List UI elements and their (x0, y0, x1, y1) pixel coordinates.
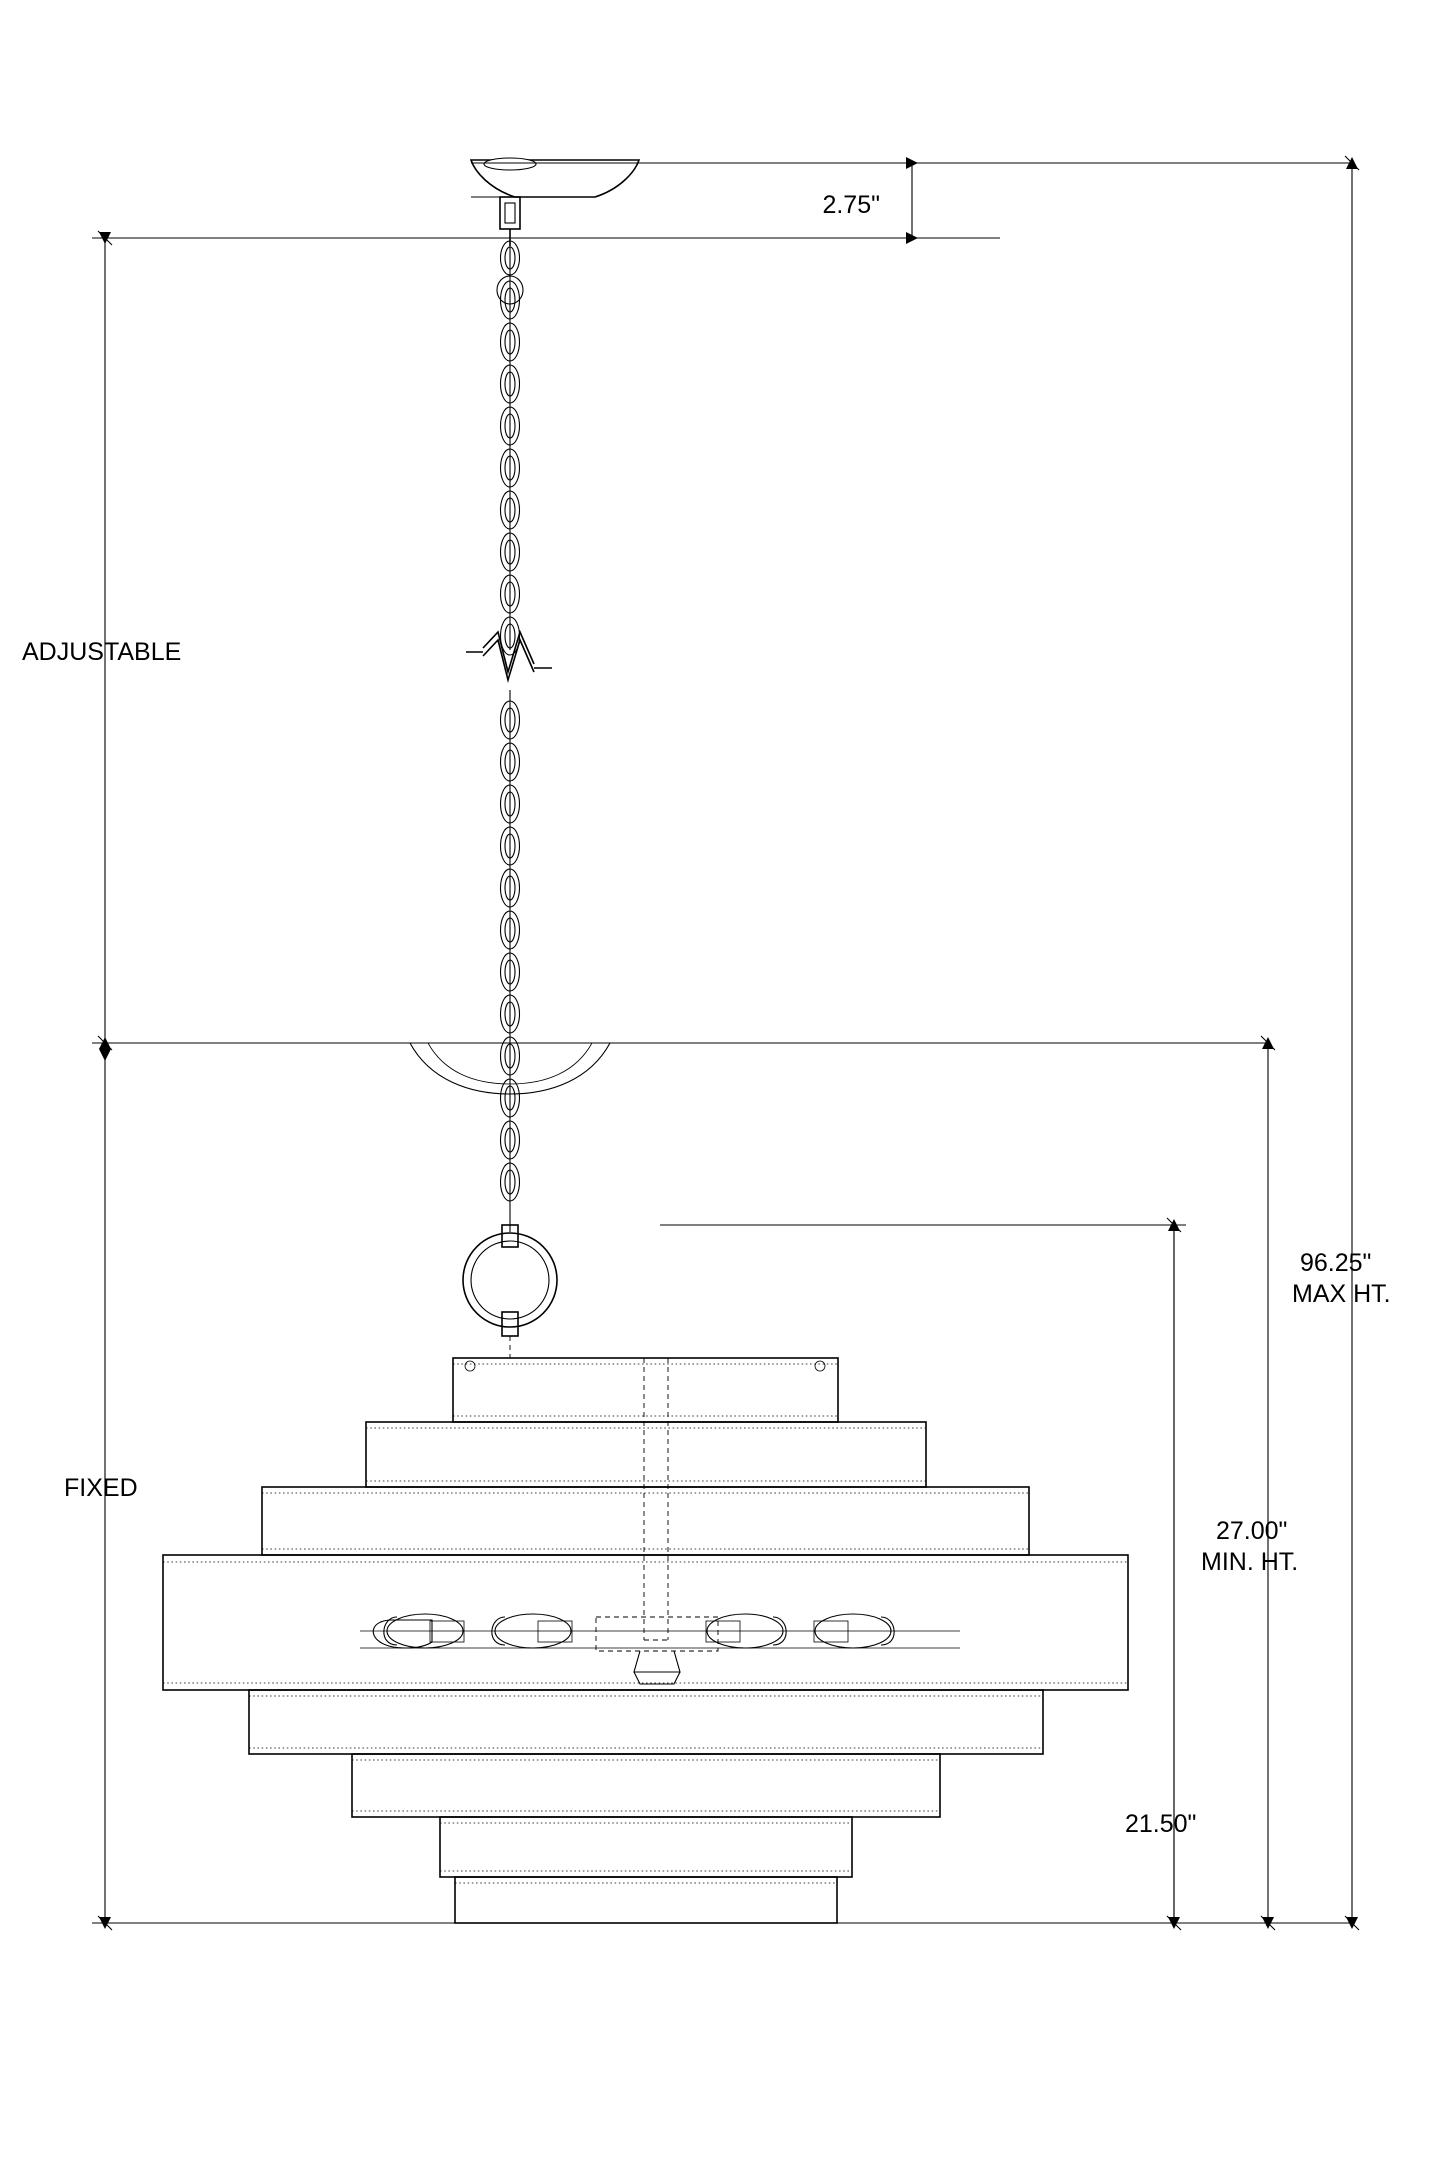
dimension-text-group (22, 191, 1391, 1838)
chain-break-symbol (466, 632, 552, 680)
max-height-note: MAX HT. (1292, 1280, 1391, 1308)
internal-frame (510, 1336, 668, 1640)
ceiling-canopy (471, 158, 639, 246)
candelabra-sockets (360, 1614, 960, 1684)
decorative-ring (463, 1215, 557, 1336)
min-height-value: 27.00" (1216, 1517, 1288, 1545)
tiered-shade-stack (163, 1336, 1128, 1923)
adjustable-label: ADJUSTABLE (22, 638, 182, 666)
canopy-dim-text: 2.75" (822, 191, 880, 219)
dimension-network (92, 156, 1359, 1930)
body-height-value: 21.50" (1125, 1810, 1197, 1838)
fixed-label: FIXED (64, 1474, 138, 1502)
max-height-value: 96.25" (1300, 1249, 1372, 1277)
suspension-chain (466, 241, 552, 1215)
min-height-note: MIN. HT. (1201, 1548, 1299, 1576)
